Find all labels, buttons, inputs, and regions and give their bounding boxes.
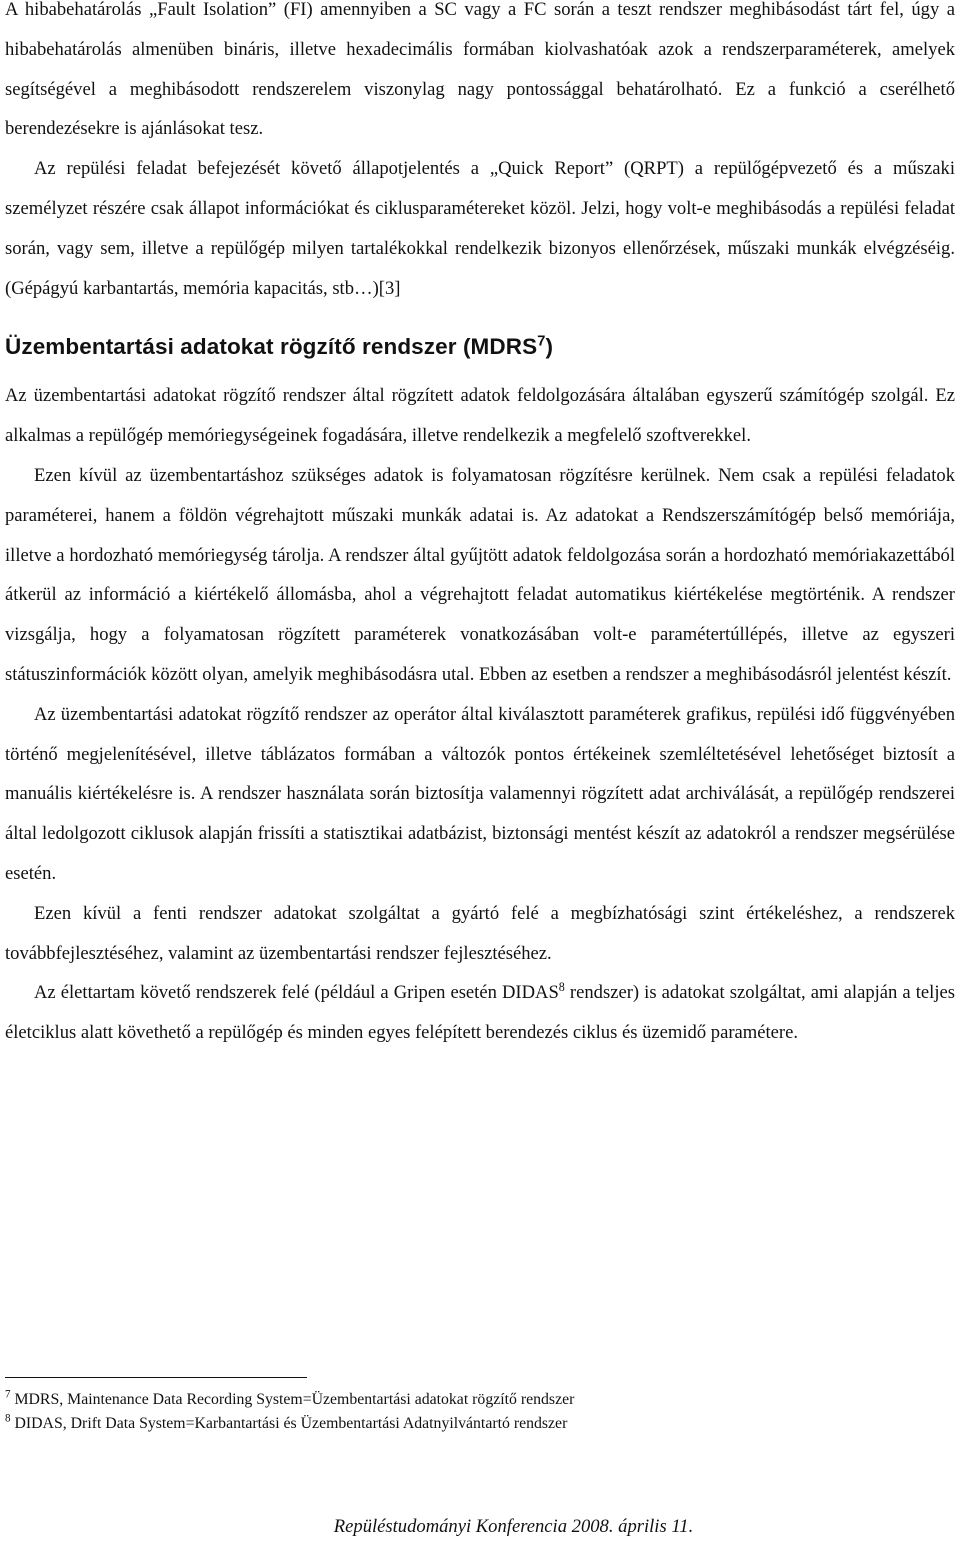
footnote-text: MDRS, Maintenance Data Recording System=Üzembentartási adatokat rögzítő rendszer [10,1391,575,1408]
paragraph-mdrs-intro: Az üzembentartási adatokat rögzítő rendszer által rögzített adatok feldolgozására általában egyszerű számítógép szolgál. Ez alkalmas a repülőgép memóriegységeinek fogadására, illetve rendelkezik a megfelelő szoftverekkel. [5,385,955,447]
paragraph-lifecycle [5,973,955,1053]
section-heading-mdrs [5,322,955,372]
footnote-number: 7 [5,1388,11,1401]
page-footer [0,1513,960,1541]
footnote-separator [5,1377,307,1378]
lifecycle-text-after: rendszer) is adatokat szolgáltat, ami alapján a teljes életciklus alatt követhető a repülőgép és minden egyes felépített berendezés ciklus és üzemidő paramétere. [5,982,955,1044]
paragraph-quick-report: Az repülési feladat befejezését követő állapotjelentés a „Quick Report” (QRPT) a repülőgépvezető és a műszaki személyzet részére csak állapot információkat és ciklusparamétereket közöl. Jelzi, hogy volt-e meghibásodás a repülési feladat során, vagy sem, illetve a repülőgép milyen tartalékokkal rendelkezik bizonyos ellenőrzések, műszaki munkák elvégzéséig. (Gépágyú karbantartás, memória kapacitás, stb…)[3] [5,158,955,299]
footnote-8 [5,1412,945,1436]
heading-text: Üzembentartási adatokat rögzítő rendszer (MDRS [5,334,538,360]
didas-footnote-ref: 8 [558,980,565,995]
paragraph-data-recording: Ezen kívül az üzembentartáshoz szükséges adatok is folyamatosan rögzítésre kerülnek. Nem csak a repülési feladatok paraméterei, hanem a földön végrehajtott műszaki munkák adatai is. Az adatokat a Rendszerszámítógép belső memóriája, illetve a hordozható memóriegység tárolja. A rendszer által gyűjtött adatok feldolgozása során a hordozható memóriakazettából átkerül az információ a kiértékelő állomásba, ahol a végrehajtott feladat automatikus kiértékelése megtörténik. A rendszer vizsgálja, hogy a folyamatosan rögzített paraméterek vonatkozásában volt-e paramétertúllépés, illetve az egyszeri státuszinformációk között olyan, amelyik meghibásodásra utal. Ebben az esetben a rendszer a meghibásodásról jelentést készít. [5,464,955,685]
footer-text: Repüléstudományi Konferencia 2008. április 11. [333,1516,694,1537]
footnote-text: DIDAS, Drift Data System=Karbantartási és Üzembentartási Adatnyilvántartó rendszer [10,1415,568,1432]
lifecycle-text-before: Az élettartam követő rendszerek felé (például a Gripen esetén DIDAS [34,982,559,1004]
heading-footnote-ref: 7 [537,333,546,350]
footnote-number: 8 [5,1412,11,1425]
paragraph-manufacturer-data: Ezen kívül a fenti rendszer adatokat szolgáltat a gyártó felé a megbízhatósági szint értékeléshez, a rendszerek továbbfejlesztéséhez, valamint az üzembentartási rendszer fejlesztéséhez. [5,902,955,964]
paragraph-fault-isolation: A hibabehatárolás „Fault Isolation” (FI) amennyiben a SC vagy a FC során a teszt rendszer meghibásodást tárt fel, úgy a hibabehatárolás almenüben bináris, illetve hexadecimális formában kiolvashatóak azok a rendszerparaméterek, amelyek segítségével a meghibásodott rendszerelem viszonylag nagy pontossággal behatárolható. Ez a funkció a cserélhető berendezésekre is ajánlásokat tesz. [5,0,955,140]
footnotes [5,1388,945,1436]
heading-close: ) [545,334,554,360]
footnote-7 [5,1388,945,1412]
document-page [5,0,955,1053]
paragraph-operator-analysis: Az üzembentartási adatokat rögzítő rendszer az operátor által kiválasztott paraméterek grafikus, repülési idő függvényében történő megjelenítésével, illetve táblázatos formában a változók pontos értékeinek szemléltetésével lehetőséget biztosít a manuális kiértékelésre is. A rendszer használata során biztosítja valamennyi rögzített adat archiválását, a repülőgép rendszerei által ledolgozott ciklusok alapján frissíti a statisztikai adatbázist, biztonsági mentést készít az adatokról a rendszer megsérülése esetén. [5,703,955,884]
